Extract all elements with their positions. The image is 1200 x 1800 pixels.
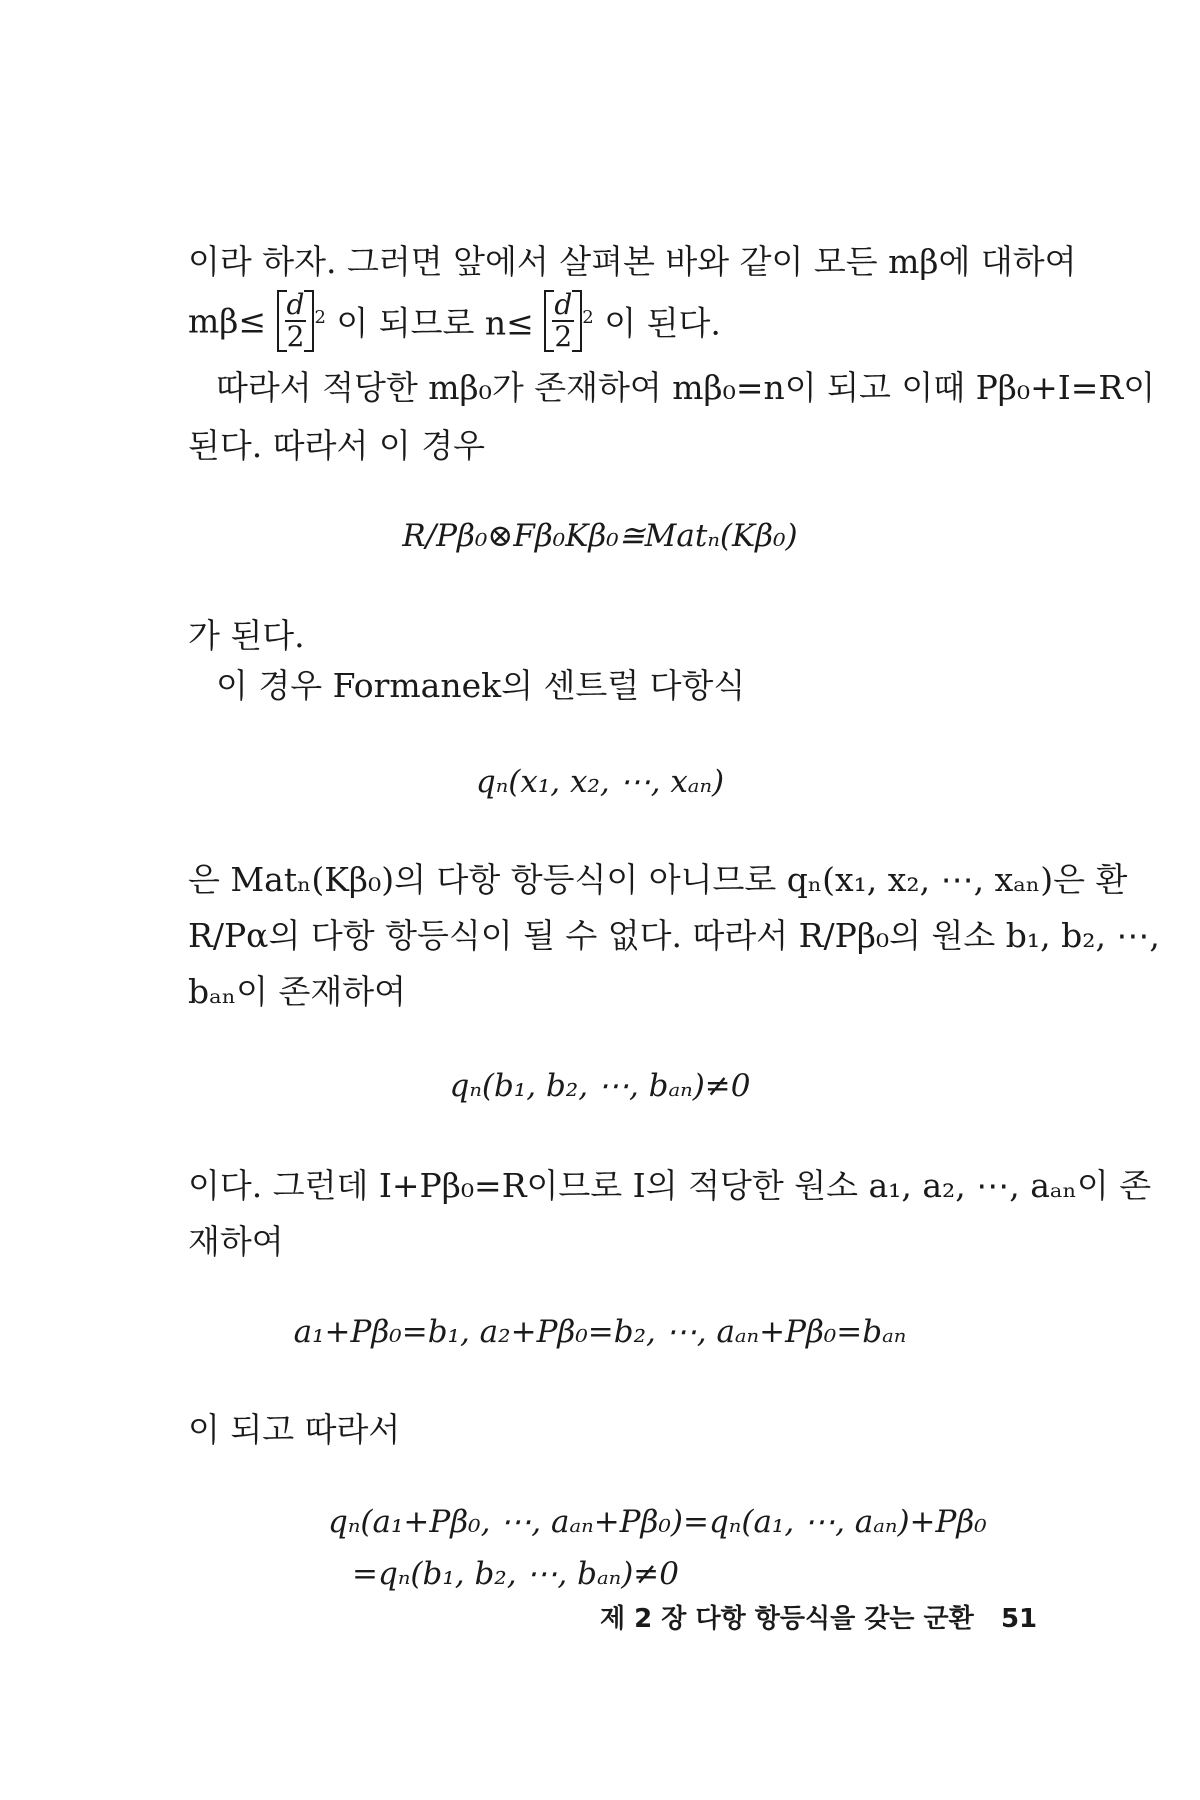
fraction-denominator: 2: [286, 320, 305, 353]
text-line-4: 된다. 따라서 이 경우: [188, 426, 485, 465]
text-line-2-end: 이 된다.: [604, 303, 721, 343]
inequality-m-beta: mβ≤: [188, 301, 267, 341]
text-line-5: 가 된다.: [188, 616, 305, 655]
page-number: 51: [1000, 1604, 1038, 1634]
text-line-7: 은 Matₙ(Kβ₀)의 다항 항등식이 아니므로 qₙ(x₁, x₂, ⋯, xₐₙ)은 환: [188, 860, 1128, 899]
text-line-6: 이 경우 Formanek의 센트럴 다항식: [216, 666, 746, 705]
fraction-numerator: d: [286, 288, 305, 321]
inequality-n: 이 되므로 n≤: [336, 303, 534, 343]
text-line-9: bₐₙ이 존재하여: [188, 972, 407, 1011]
floor-fraction-1: [277, 290, 315, 352]
equation-4: a₁+Pβ₀=b₁, a₂+Pβ₀=b₂, ⋯, aₐₙ+Pβ₀=bₐₙ: [293, 1314, 907, 1350]
exponent: 2: [314, 306, 326, 328]
equation-3: qₙ(b₁, b₂, ⋯, bₐₙ)≠0: [449, 1068, 751, 1104]
running-footer: [600, 1598, 1038, 1635]
text-line-10: 이다. 그런데 I+Pβ₀=R이므로 I의 적당한 원소 a₁, a₂, ⋯, aₐₙ이 존: [188, 1166, 1152, 1205]
fraction-denominator: 2: [554, 320, 573, 353]
text-line-8: R/Pα의 다항 항등식이 될 수 없다. 따라서 R/Pβ₀의 원소 b₁, b₂, ⋯,: [188, 916, 1160, 955]
equation-5-line-1: qₙ(a₁+Pβ₀, ⋯, aₐₙ+Pβ₀)=qₙ(a₁, ⋯, aₐₙ)+Pβ₀: [328, 1504, 987, 1540]
text-line-12: 이 되고 따라서: [188, 1410, 401, 1449]
text-line-3: 따라서 적당한 mβ₀가 존재하여 mβ₀=n이 되고 이때 Pβ₀+I=R이: [216, 368, 1156, 407]
exponent: 2: [582, 306, 594, 328]
text-line-2: [188, 290, 721, 352]
text-line-1: 이라 하자. 그러면 앞에서 살펴본 바와 같이 모든 mβ에 대하여: [188, 242, 1077, 281]
chapter-title: 제 2 장 다항 항등식을 갖는 군환: [600, 1604, 974, 1634]
equation-2: qₙ(x₁, x₂, ⋯, xₐₙ): [475, 764, 725, 800]
text-line-11: 재하여: [188, 1222, 284, 1261]
equation-5-line-2: =qₙ(b₁, b₂, ⋯, bₐₙ)≠0: [352, 1556, 679, 1592]
floor-fraction-2: [544, 290, 582, 352]
fraction-numerator: d: [554, 288, 573, 321]
equation-1: R/Pβ₀⊗Fβ₀Kβ₀≅Matₙ(Kβ₀): [402, 518, 798, 554]
